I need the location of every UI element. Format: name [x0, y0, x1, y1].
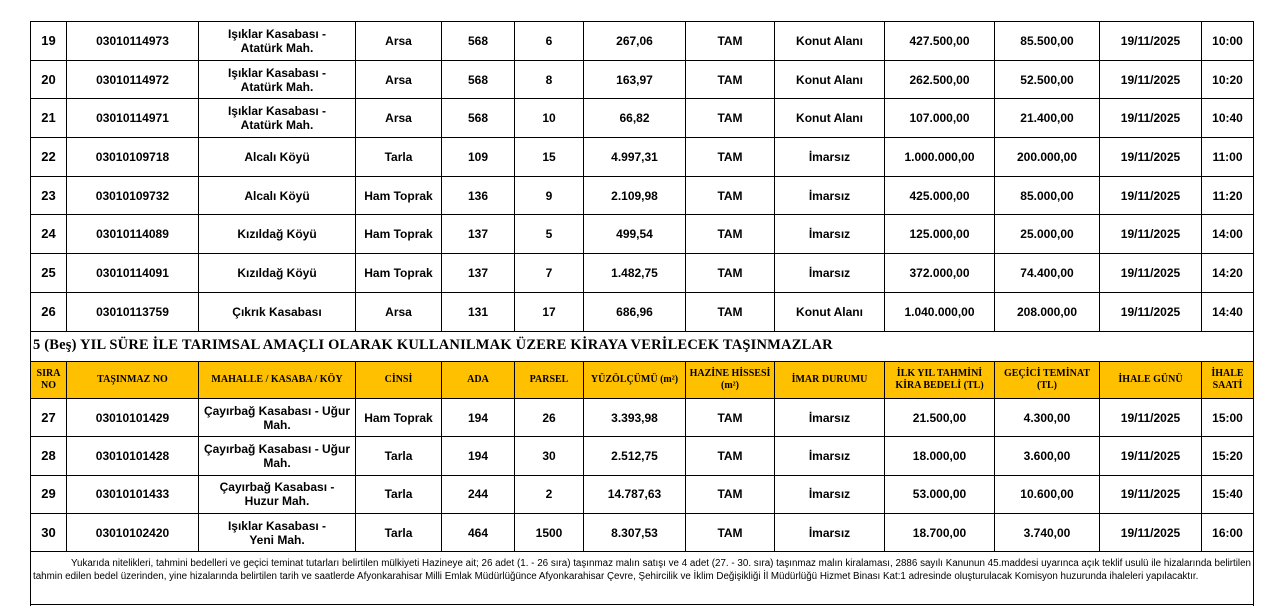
rent-table-header: [30, 361, 1254, 399]
cell-mahalle: Işıklar Kasabası - Atatürk Mah.: [199, 22, 356, 61]
cell-imar: İmarsız: [775, 475, 885, 513]
cell-gun: 19/11/2025: [1100, 513, 1202, 551]
table-row: [31, 399, 1254, 437]
header-teminat: GEÇİCİ TEMİNAT (TL): [995, 362, 1100, 399]
cell-hisse: TAM: [686, 215, 775, 254]
cell-imar: Konut Alanı: [775, 22, 885, 61]
header-imar: İMAR DURUMU: [775, 362, 885, 399]
cell-teminat: 200.000,00: [995, 138, 1100, 177]
cell-sira: 30: [31, 513, 67, 551]
header-cinsi: CİNSİ: [356, 362, 442, 399]
cell-sira: 28: [31, 437, 67, 475]
cell-hisse: TAM: [686, 176, 775, 215]
cell-bedel: 372.000,00: [885, 254, 995, 293]
cell-mahalle: Alcalı Köyü: [199, 138, 356, 177]
cell-parsel: 8: [515, 60, 584, 99]
cell-teminat: 25.000,00: [995, 215, 1100, 254]
cell-saat: 10:20: [1202, 60, 1254, 99]
cell-parsel: 5: [515, 215, 584, 254]
cell-cinsi: Ham Toprak: [356, 254, 442, 293]
cell-gun: 19/11/2025: [1100, 138, 1202, 177]
cell-yuzolcum: 1.482,75: [584, 254, 686, 293]
cell-ada: 244: [442, 475, 515, 513]
table-row: [31, 60, 1254, 99]
cell-gun: 19/11/2025: [1100, 292, 1202, 331]
cell-saat: 11:00: [1202, 138, 1254, 177]
header-hisse: HAZİNE HİSSESİ (m²): [686, 362, 775, 399]
cell-ada: 568: [442, 60, 515, 99]
cell-bedel: 427.500,00: [885, 22, 995, 61]
cell-ada: 464: [442, 513, 515, 551]
section-title: 5 (Beş) YIL SÜRE İLE TARIMSAL AMAÇLI OLARAK KULLANILMAK ÜZERE KİRAYA VERİLECEK TAŞINMAZLAR: [33, 337, 833, 353]
table-row: [31, 437, 1254, 475]
cell-hisse: TAM: [686, 475, 775, 513]
cell-yuzolcum: 267,06: [584, 22, 686, 61]
cell-sira: 23: [31, 176, 67, 215]
cell-imar: İmarsız: [775, 138, 885, 177]
cell-yuzolcum: 8.307,53: [584, 513, 686, 551]
cell-cinsi: Arsa: [356, 99, 442, 138]
cell-no: 03010101433: [67, 475, 199, 513]
cell-yuzolcum: 3.393,98: [584, 399, 686, 437]
cell-sira: 29: [31, 475, 67, 513]
cell-parsel: 7: [515, 254, 584, 293]
cell-yuzolcum: 4.997,31: [584, 138, 686, 177]
cell-teminat: 3.740,00: [995, 513, 1100, 551]
cell-saat: 11:20: [1202, 176, 1254, 215]
cell-hisse: TAM: [686, 513, 775, 551]
cell-no: 03010114091: [67, 254, 199, 293]
cell-mahalle: Kızıldağ Köyü: [199, 254, 356, 293]
cell-saat: 10:00: [1202, 22, 1254, 61]
cell-gun: 19/11/2025: [1100, 176, 1202, 215]
cell-yuzolcum: 499,54: [584, 215, 686, 254]
cell-imar: İmarsız: [775, 437, 885, 475]
header-parsel: PARSEL: [515, 362, 584, 399]
cell-saat: 15:00: [1202, 399, 1254, 437]
cell-yuzolcum: 163,97: [584, 60, 686, 99]
cell-gun: 19/11/2025: [1100, 22, 1202, 61]
cell-cinsi: Arsa: [356, 292, 442, 331]
cell-sira: 25: [31, 254, 67, 293]
cell-ada: 136: [442, 176, 515, 215]
cell-sira: 21: [31, 99, 67, 138]
cell-teminat: 208.000,00: [995, 292, 1100, 331]
cell-imar: Konut Alanı: [775, 99, 885, 138]
cell-hisse: TAM: [686, 292, 775, 331]
cell-hisse: TAM: [686, 60, 775, 99]
header-bedel: İLK YIL TAHMİNİ KİRA BEDELİ (TL): [885, 362, 995, 399]
table-row: [31, 513, 1254, 551]
cell-cinsi: Ham Toprak: [356, 176, 442, 215]
cell-parsel: 9: [515, 176, 584, 215]
cell-mahalle: Çayırbağ Kasabası - Uğur Mah.: [199, 437, 356, 475]
cell-mahalle: Işıklar Kasabası - Atatürk Mah.: [199, 99, 356, 138]
cell-mahalle: Çayırbağ Kasabası - Uğur Mah.: [199, 399, 356, 437]
cell-saat: 16:00: [1202, 513, 1254, 551]
cell-ada: 137: [442, 254, 515, 293]
cell-sira: 27: [31, 399, 67, 437]
cell-bedel: 21.500,00: [885, 399, 995, 437]
cell-no: 03010101429: [67, 399, 199, 437]
cell-hisse: TAM: [686, 22, 775, 61]
cell-yuzolcum: 2.109,98: [584, 176, 686, 215]
cell-cinsi: Tarla: [356, 437, 442, 475]
cell-gun: 19/11/2025: [1100, 475, 1202, 513]
table-row: [31, 215, 1254, 254]
header-ada: ADA: [442, 362, 515, 399]
table-row: [31, 22, 1254, 61]
cell-ada: 194: [442, 437, 515, 475]
cell-parsel: 26: [515, 399, 584, 437]
cell-parsel: 15: [515, 138, 584, 177]
cell-yuzolcum: 686,96: [584, 292, 686, 331]
cell-bedel: 107.000,00: [885, 99, 995, 138]
cell-parsel: 6: [515, 22, 584, 61]
cell-no: 03010113759: [67, 292, 199, 331]
table-row: [31, 475, 1254, 513]
cell-ada: 568: [442, 22, 515, 61]
cell-bedel: 425.000,00: [885, 176, 995, 215]
cell-ada: 194: [442, 399, 515, 437]
cell-imar: Konut Alanı: [775, 60, 885, 99]
cell-hisse: TAM: [686, 99, 775, 138]
cell-no: 03010109732: [67, 176, 199, 215]
cell-sira: 19: [31, 22, 67, 61]
cell-ada: 109: [442, 138, 515, 177]
cell-teminat: 3.600,00: [995, 437, 1100, 475]
cell-teminat: 52.500,00: [995, 60, 1100, 99]
table-row: [31, 138, 1254, 177]
divider: [30, 604, 1253, 605]
cell-saat: 15:40: [1202, 475, 1254, 513]
cell-no: 03010114972: [67, 60, 199, 99]
cell-gun: 19/11/2025: [1100, 60, 1202, 99]
header-mahalle: MAHALLE / KASABA / KÖY: [199, 362, 356, 399]
header-yuzolcum: YÜZÖLÇÜMÜ (m²): [584, 362, 686, 399]
table-row: [31, 292, 1254, 331]
cell-teminat: 10.600,00: [995, 475, 1100, 513]
cell-hisse: TAM: [686, 437, 775, 475]
cell-no: 03010109718: [67, 138, 199, 177]
cell-gun: 19/11/2025: [1100, 99, 1202, 138]
cell-gun: 19/11/2025: [1100, 437, 1202, 475]
table-row: [31, 254, 1254, 293]
cell-mahalle: Kızıldağ Köyü: [199, 215, 356, 254]
cell-teminat: 85.500,00: [995, 22, 1100, 61]
cell-cinsi: Arsa: [356, 60, 442, 99]
header-no: TAŞINMAZ NO: [67, 362, 199, 399]
cell-mahalle: Çayırbağ Kasabası - Huzur Mah.: [199, 475, 356, 513]
cell-cinsi: Tarla: [356, 475, 442, 513]
cell-sira: 26: [31, 292, 67, 331]
cell-parsel: 1500: [515, 513, 584, 551]
header-saat: İHALE SAATİ: [1202, 362, 1254, 399]
cell-mahalle: Işıklar Kasabası - Yeni Mah.: [199, 513, 356, 551]
cell-hisse: TAM: [686, 254, 775, 293]
cell-cinsi: Arsa: [356, 22, 442, 61]
cell-bedel: 18.000,00: [885, 437, 995, 475]
rent-table: [30, 398, 1254, 552]
cell-parsel: 17: [515, 292, 584, 331]
cell-saat: 14:40: [1202, 292, 1254, 331]
cell-teminat: 85.000,00: [995, 176, 1100, 215]
cell-sira: 20: [31, 60, 67, 99]
cell-sira: 24: [31, 215, 67, 254]
cell-teminat: 4.300,00: [995, 399, 1100, 437]
cell-bedel: 262.500,00: [885, 60, 995, 99]
cell-teminat: 21.400,00: [995, 99, 1100, 138]
cell-imar: İmarsız: [775, 399, 885, 437]
cell-cinsi: Tarla: [356, 513, 442, 551]
cell-bedel: 125.000,00: [885, 215, 995, 254]
cell-gun: 19/11/2025: [1100, 215, 1202, 254]
cell-bedel: 18.700,00: [885, 513, 995, 551]
cell-ada: 137: [442, 215, 515, 254]
cell-mahalle: Işıklar Kasabası - Atatürk Mah.: [199, 60, 356, 99]
cell-imar: İmarsız: [775, 254, 885, 293]
cell-yuzolcum: 2.512,75: [584, 437, 686, 475]
cell-hisse: TAM: [686, 399, 775, 437]
cell-bedel: 53.000,00: [885, 475, 995, 513]
cell-cinsi: Ham Toprak: [356, 399, 442, 437]
cell-gun: 19/11/2025: [1100, 254, 1202, 293]
cell-imar: İmarsız: [775, 513, 885, 551]
cell-no: 03010101428: [67, 437, 199, 475]
cell-parsel: 10: [515, 99, 584, 138]
cell-sira: 22: [31, 138, 67, 177]
cell-saat: 10:40: [1202, 99, 1254, 138]
footnote-paragraph: Yukarıda nitelikleri, tahmini bedelleri ve geçici teminat tutarları belirtilen mülkiyeti Hazineye ait; 26 adet (1. - 26 sıra) taşınmaz malın satışı ve 4 adet (27. - 30. sıra) taşınmaz malın kiralaması, 2886 sayılı Kanunun 45.maddesi uyarınca açık teklif usulü ile hizalarında belirtilen tahmin edilen bedel üzerinden, yine hizalarında belirtilen tarih ve saatlerde Afyonkarahisar Milli Emlak Müdürlüğünce Afyonkarahisar Çevre, Şehircilik ve İklim Değişikliği İl Müdürlüğü Hizmet Binası Kat:1 adresinde oluşturulacak Komisyon huzurunda ihaleleri yapılacaktır.: [33, 558, 1251, 582]
header-sira: SIRA NO: [31, 362, 67, 399]
cell-yuzolcum: 14.787,63: [584, 475, 686, 513]
cell-saat: 14:00: [1202, 215, 1254, 254]
cell-yuzolcum: 66,82: [584, 99, 686, 138]
cell-bedel: 1.040.000,00: [885, 292, 995, 331]
cell-parsel: 2: [515, 475, 584, 513]
cell-no: 03010114971: [67, 99, 199, 138]
cell-no: 03010114089: [67, 215, 199, 254]
cell-gun: 19/11/2025: [1100, 399, 1202, 437]
cell-saat: 14:20: [1202, 254, 1254, 293]
cell-no: 03010102420: [67, 513, 199, 551]
cell-mahalle: Çıkrık Kasabası: [199, 292, 356, 331]
cell-saat: 15:20: [1202, 437, 1254, 475]
cell-imar: İmarsız: [775, 176, 885, 215]
cell-imar: Konut Alanı: [775, 292, 885, 331]
cell-bedel: 1.000.000,00: [885, 138, 995, 177]
cell-ada: 568: [442, 99, 515, 138]
table-row: [31, 99, 1254, 138]
cell-hisse: TAM: [686, 138, 775, 177]
cell-ada: 131: [442, 292, 515, 331]
cell-mahalle: Alcalı Köyü: [199, 176, 356, 215]
header-gun: İHALE GÜNÜ: [1100, 362, 1202, 399]
sale-table: [30, 21, 1254, 332]
cell-imar: İmarsız: [775, 215, 885, 254]
cell-parsel: 30: [515, 437, 584, 475]
cell-cinsi: Tarla: [356, 138, 442, 177]
cell-teminat: 74.400,00: [995, 254, 1100, 293]
table-row: [31, 176, 1254, 215]
cell-no: 03010114973: [67, 22, 199, 61]
cell-cinsi: Ham Toprak: [356, 215, 442, 254]
